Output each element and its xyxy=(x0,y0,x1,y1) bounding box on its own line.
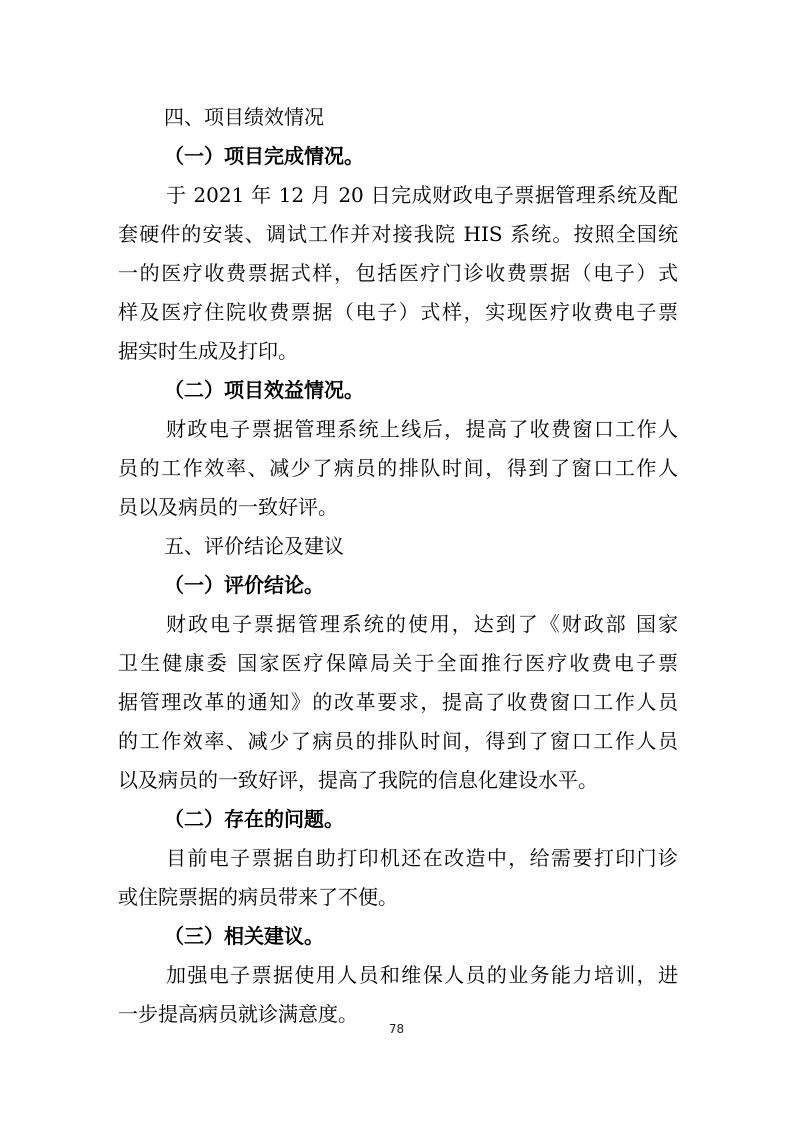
subsection-heading: （二）项目效益情况。 xyxy=(164,378,364,402)
page-number: 78 xyxy=(388,1022,405,1036)
paragraph-line: 卫生健康委 国家医疗保障局关于全面推行医疗收费电子票 xyxy=(118,651,678,675)
subsection-heading: （三）相关建议。 xyxy=(164,924,324,948)
paragraph-line: 员以及病员的一致好评。 xyxy=(118,495,338,519)
paragraph-line: 加强电子票据使用人员和维保人员的业务能力培训，进 xyxy=(166,963,678,987)
section-heading: 五、评价结论及建议 xyxy=(164,534,344,558)
section-heading: 四、项目绩效情况 xyxy=(164,105,324,129)
paragraph-line: 一步提高病员就诊满意度。 xyxy=(118,1002,358,1026)
subsection-heading: （二）存在的问题。 xyxy=(164,807,344,831)
paragraph-line: 据实时生成及打印。 xyxy=(118,339,298,363)
paragraph-line: 或住院票据的病员带来了不便。 xyxy=(118,885,398,909)
paragraph-line: 套硬件的安装、调试工作并对接我院 HIS 系统。按照全国统 xyxy=(118,222,678,246)
subsection-heading: （一）项目完成情况。 xyxy=(164,144,364,168)
paragraph-line: 于 2021 年 12 月 20 日完成财政电子票据管理系统及配 xyxy=(166,183,678,207)
paragraph-line: 财政电子票据管理系统上线后，提高了收费窗口工作人 xyxy=(166,417,678,441)
document-body xyxy=(118,98,678,1034)
paragraph-line: 目前电子票据自助打印机还在改造中，给需要打印门诊 xyxy=(166,846,678,870)
paragraph-line: 的工作效率、减少了病员的排队时间，得到了窗口工作人员 xyxy=(118,729,678,753)
paragraph-line: 财政电子票据管理系统的使用，达到了《财政部 国家 xyxy=(166,612,678,636)
paragraph-line: 一的医疗收费票据式样，包括医疗门诊收费票据（电子）式 xyxy=(118,261,678,285)
paragraph-line: 以及病员的一致好评，提高了我院的信息化建设水平。 xyxy=(118,768,598,792)
paragraph-line: 样及医疗住院收费票据（电子）式样，实现医疗收费电子票 xyxy=(118,300,678,324)
paragraph-line: 据管理改革的通知》的改革要求，提高了收费窗口工作人员 xyxy=(118,690,678,714)
paragraph-line: 员的工作效率、减少了病员的排队时间，得到了窗口工作人 xyxy=(118,456,678,480)
subsection-heading: （一）评价结论。 xyxy=(164,573,324,597)
